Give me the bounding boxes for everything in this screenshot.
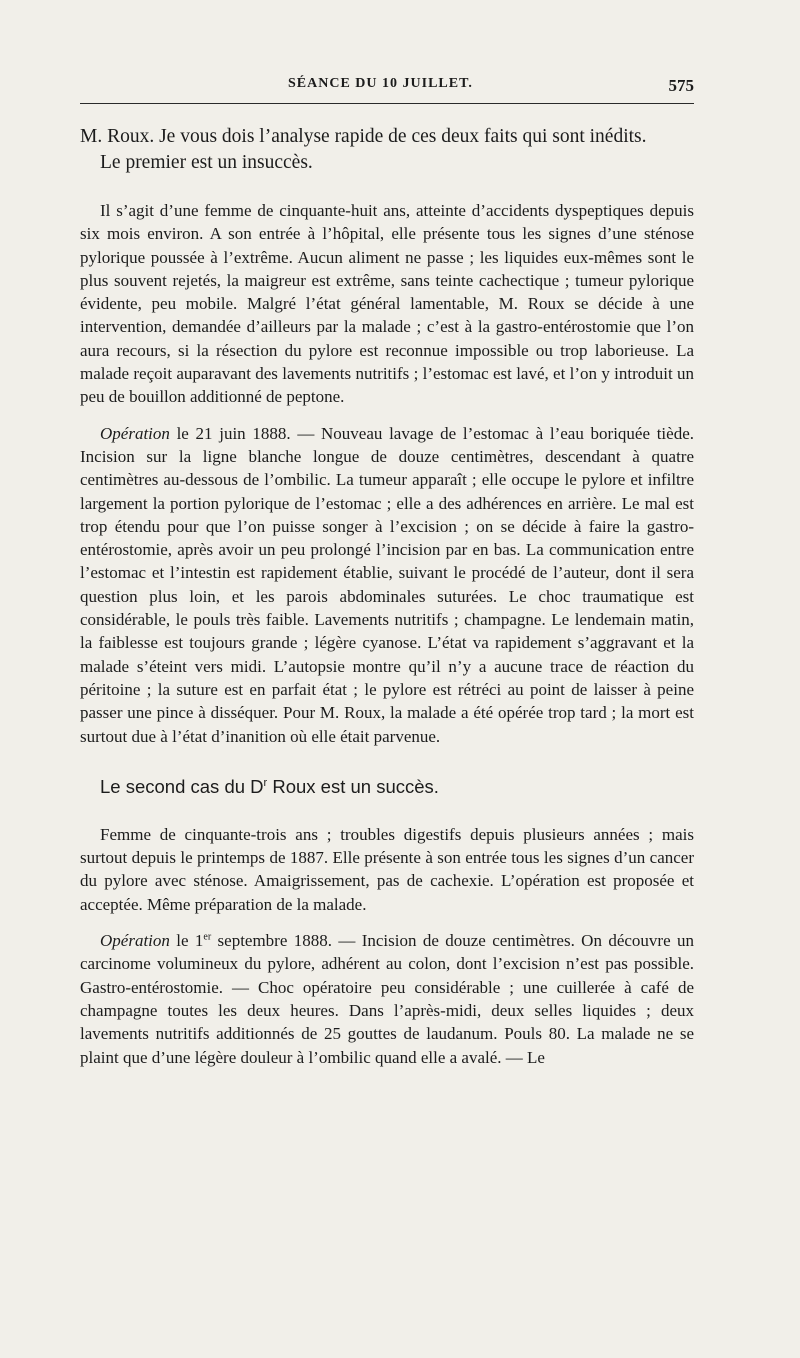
intro-line: M. Roux. Je vous dois l’analyse rapide de ces deux faits qui sont inédits. — [80, 126, 647, 147]
case1-operation-text: le 21 juin 1888. — Nouveau lavage de l’estomac à l’eau boriquée tiède. Incision sur la ligne blanche longue de douze centimètres, descendant à quatre centimètres au-dessous de l’ombilic. La tumeur apparaît ; elle occupe le pylore et infiltre largement la portion pylorique de l’estomac ; elle a des adhérences en arrière. Le mal est trop étendu pour que l’on puisse songer à l’excision ; on se décide à faire la gastro-entérostomie, après avoir un peu prolongé l’incision par en bas. La communication entre l’estomac et l’intestin est rapidement établie, suivant le procédé de l’auteur, dont il sera question plus loin, et les parois abdominales suturées. Le choc traumatique est considérable, le pouls très faible. Lavements nutritifs ; champagne. Le lendemain matin, la faiblesse est toujours grande ; légère cyanose. L’état va rapidement s’aggravant et la malade s’éteint vers midi. L’autopsie montre qu’il n’y a aucune trace de réaction du péritoine ; la suture est en parfait état ; le pylore est rétréci au point de laisser à peine passer une pince à disséquer. Pour M. Roux, la malade a été opérée trop tard ; la mort est surtout due à l’état d’inanition où elle était parvenue. — [80, 423, 694, 746]
body-text — [80, 124, 694, 1069]
case1-paragraph: Il s’agit d’une femme de cinquante-huit ans, atteinte d’accidents dyspeptiques depuis six mois environ. A son entrée à l’hôpital, elle présente tous les signes d’une sténose pylorique poussée à l’extrême. Aucun aliment ne passe ; les liquides eux-mêmes sont le plus souvent rejetés, la maigreur est extrême, sans teinte cachectique ; tumeur pylorique évidente, peu mobile. Malgré l’état général lamentable, M. Roux se décide à une intervention, demandée d’ailleurs par la malade ; c’est à la gastro-entérostomie que l’on aura recours, si la résection du pylore est reconnue impossible ou trop laborieuse. La malade reçoit auparavant des lavements nutritifs ; l’estomac est lavé, et l’on y introduit un peu de bouillon additionné de peptone. — [80, 201, 694, 407]
header-title: SÉANCE DU 10 JUILLET. — [288, 76, 473, 91]
case2-heading-sup: r — [263, 776, 268, 789]
case1-operation-paragraph — [80, 422, 694, 748]
case2-paragraph: Femme de cinquante-trois ans ; troubles digestifs depuis plusieurs années ; mais surtout depuis le printemps de 1887. Elle présente à son entrée tous les signes d’un cancer du pylore avec sténose. Amaigrissement, pas de cachexie. L’opération est proposée et acceptée. Même préparation de la malade. — [80, 824, 694, 914]
page-number: 575 — [668, 76, 694, 95]
case2-heading-after: Roux est un succès. — [267, 775, 439, 797]
case2-heading-before: Le second cas du D — [100, 775, 264, 797]
case2-heading — [80, 774, 694, 800]
running-header — [80, 76, 694, 96]
case2-operation-paragraph — [80, 929, 694, 1069]
case2-operation-label: Opération — [100, 931, 170, 951]
intro-subline: Le premier est un insuccès. — [100, 152, 313, 173]
case2-operation-sup: er — [203, 931, 212, 943]
case1-operation-label: Opération — [100, 423, 170, 443]
case2-operation-text: septembre 1888. — Incision de douze centimètres. On découvre un carcinome volumineux du pylore, adhérent au colon, dont l’excision n’est pas possible. Gastro-entérostomie. — Choc opératoire peu considérable ; une cuillerée à café de champagne toutes les deux heures. Dans l’après-midi, deux selles liquides ; deux lavements nutritifs additionnés de 25 gouttes de laudanum. Pouls 80. La malade ne se plaint que d’une légère douleur à l’ombilic quand elle a avalé. — Le — [80, 931, 694, 1067]
case2-operation-pre: le 1 — [169, 931, 204, 951]
header-rule — [80, 103, 694, 104]
